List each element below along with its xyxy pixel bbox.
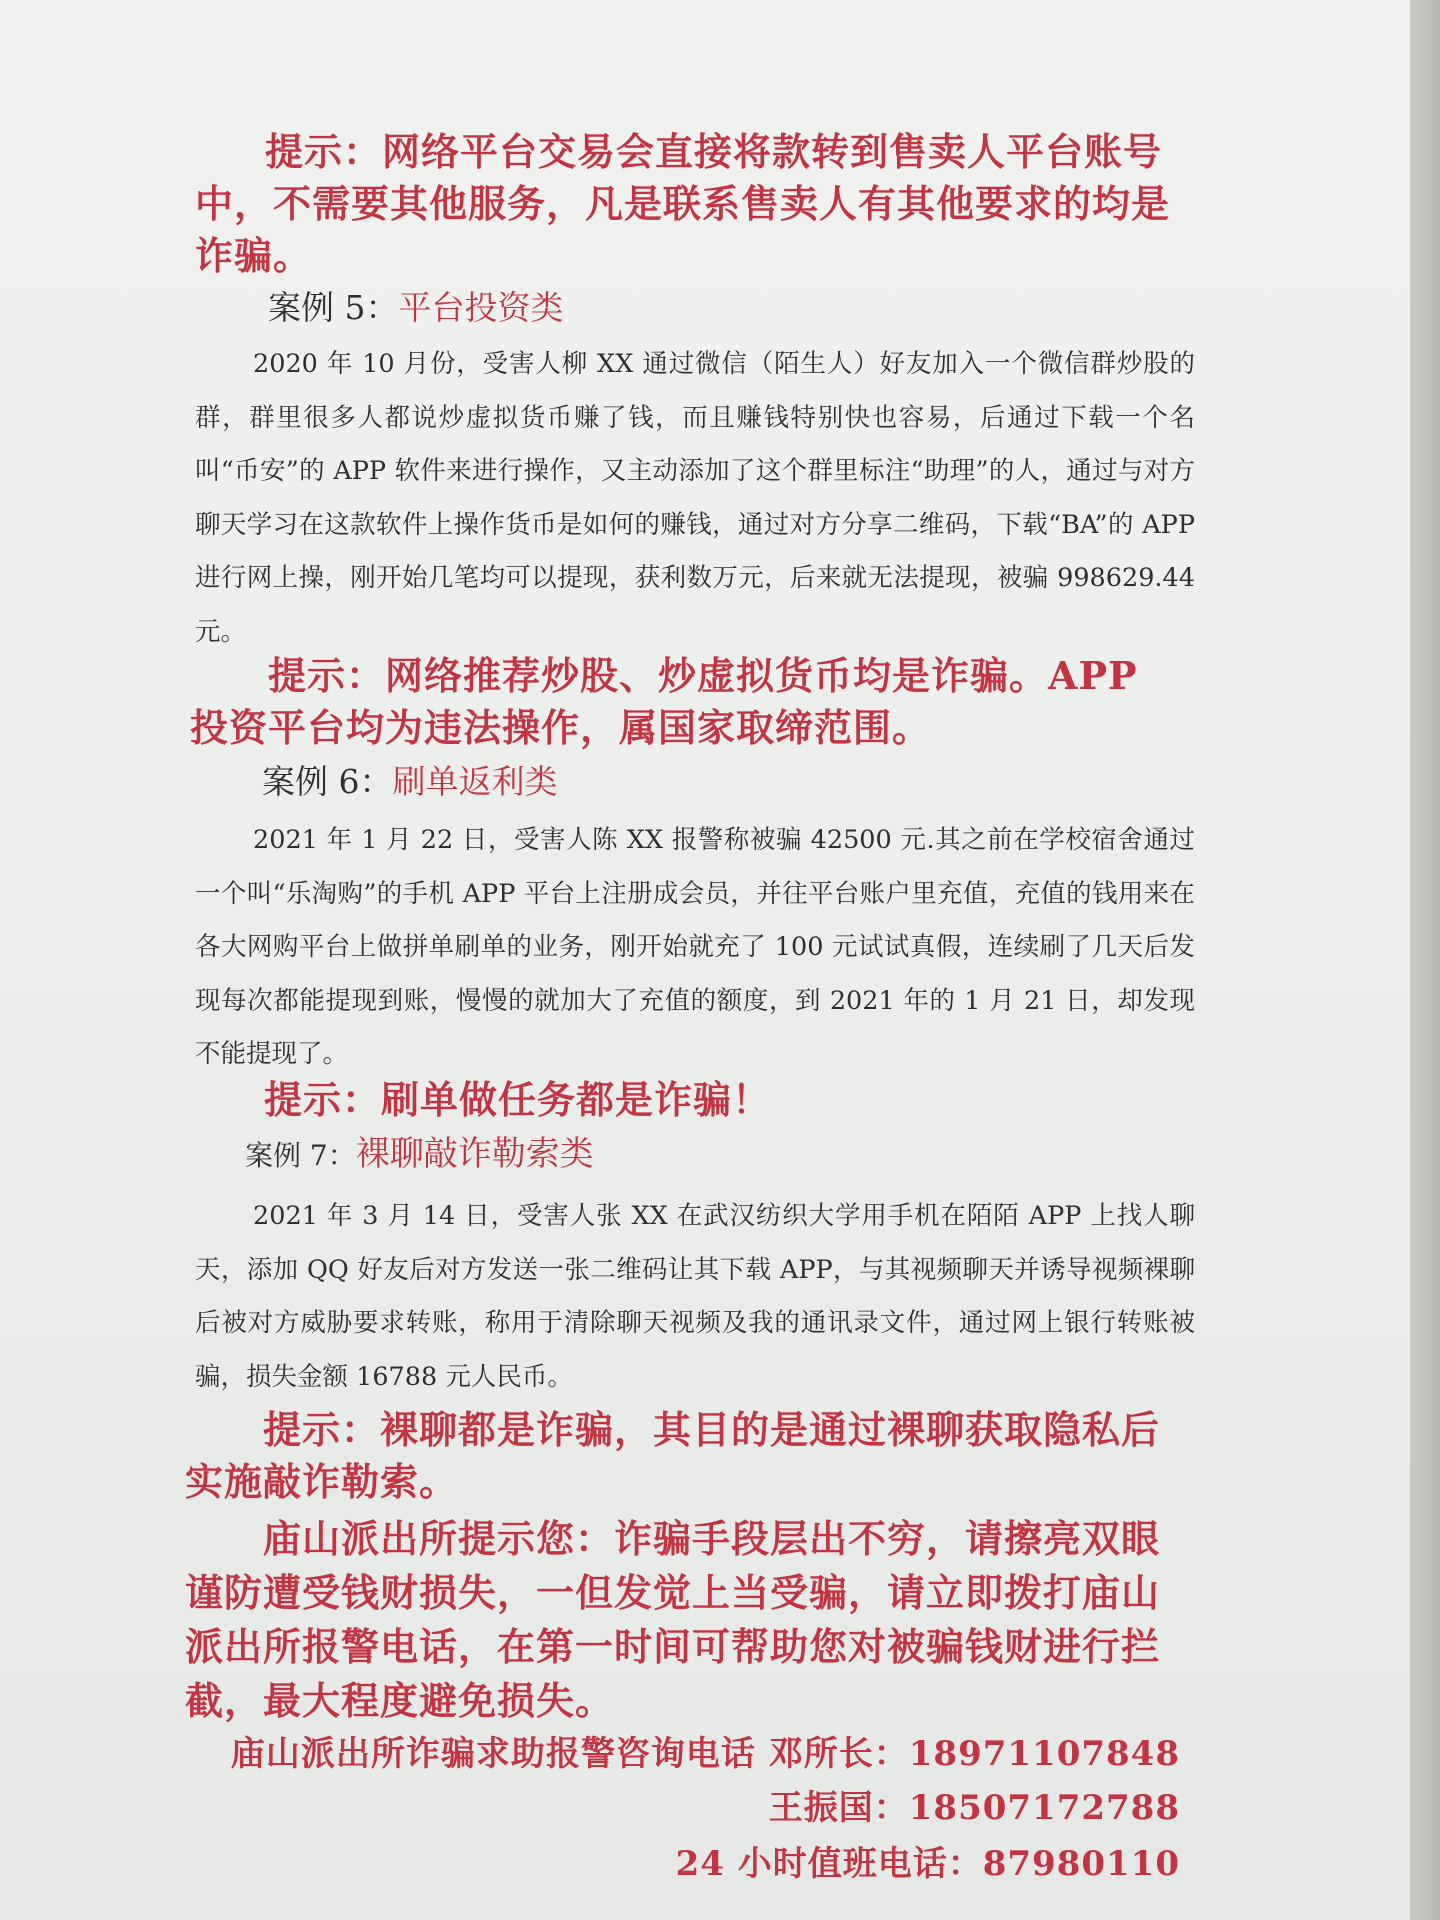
case6-heading [262,760,558,804]
case7-heading [245,1132,594,1178]
case5-label: 案例 5： [268,288,399,327]
case5-tip: 提示：网络推荐炒股、炒虚拟货币均是诈骗。APP 投资平台均为违法操作，属国家取缔范围。 [190,653,1138,750]
case5-body: 2020 年 10 月份，受害人柳 XX 通过微信（陌生人）好友加入一个微信群炒股的群，群里很多人都说炒虚拟货币赚了钱，而且赚钱特别快也容易，后通过下载一个名叫“币安”的 APP 软件来进行操作，又主动添加了这个群里标注“助理”的人，通过与对方聊天学习在这款软件上操作货币是如何的赚钱，通过对方分享二维码，下载“BA”的 APP 进行网上操，刚开始几笔均可以提现，获利数万元，后来就无法提现，被骗 998629.44 元。 [195,349,1195,647]
case7-label: 案例 7： [245,1139,356,1172]
case5-title: 平台投资类 [398,288,564,327]
case6-body: 2021 年 1 月 22 日，受害人陈 XX 报警称被骗 42500 元.其之前在学校宿舍通过一个叫“乐淘购”的手机 APP 平台上注册成会员，并往平台账户里充值，充值的钱用来在各大网购平台上做拼单刷单的业务，刚开始就充了 100 元试试真假，连续刷了几天后发现每次都能提现到账，慢慢的就加大了充值的额度，到 2021 年的 1 月 21 日，却发现不能提现了。 [195,825,1195,1069]
case6-tip: 提示：刷单做任务都是诈骗！ [264,1077,772,1122]
contact-line-wang: 王振国：18507172788 [768,1788,1180,1828]
closing-notice: 庙山派出所提示您：诈骗手段层出不穷，请擦亮双眼谨防遭受钱财损失，一但发觉上当受骗，请立即拨打庙山派出所报警电话，在第一时间可帮助您对被骗钱财进行拦截，最大程度避免损失。 [185,1516,1161,1723]
case5-heading [268,286,564,330]
case6-title: 刷单返利类 [392,762,558,801]
contact-line-duty: 24 小时值班电话：87980110 [675,1844,1180,1884]
tip-online-trade: 提示：网络平台交易会直接将款转到售卖人平台账号中，不需要其他服务，凡是联系售卖人有其他要求的均是诈骗。 [195,129,1171,278]
contact-line-director: 庙山派出所诈骗求助报警咨询电话 邓所长：18971107848 [230,1734,1180,1774]
case6-label: 案例 6： [262,762,393,801]
case7-title: 裸聊敲诈勒索类 [355,1134,594,1174]
paper-edge-background [1410,0,1440,1920]
case7-tip: 提示：裸聊都是诈骗，其目的是通过裸聊获取隐私后实施敲诈勒索。 [185,1407,1161,1504]
case7-body: 2021 年 3 月 14 日，受害人张 XX 在武汉纺织大学用手机在陌陌 APP 上找人聊天，添加 QQ 好友后对方发送一张二维码让其下载 APP，与其视频聊天并诱导视频裸聊后被对方威胁要求转账，称用于清除聊天视频及我的通讯录文件，通过网上银行转账被骗，损失金额 16788 元人民币。 [195,1201,1195,1392]
